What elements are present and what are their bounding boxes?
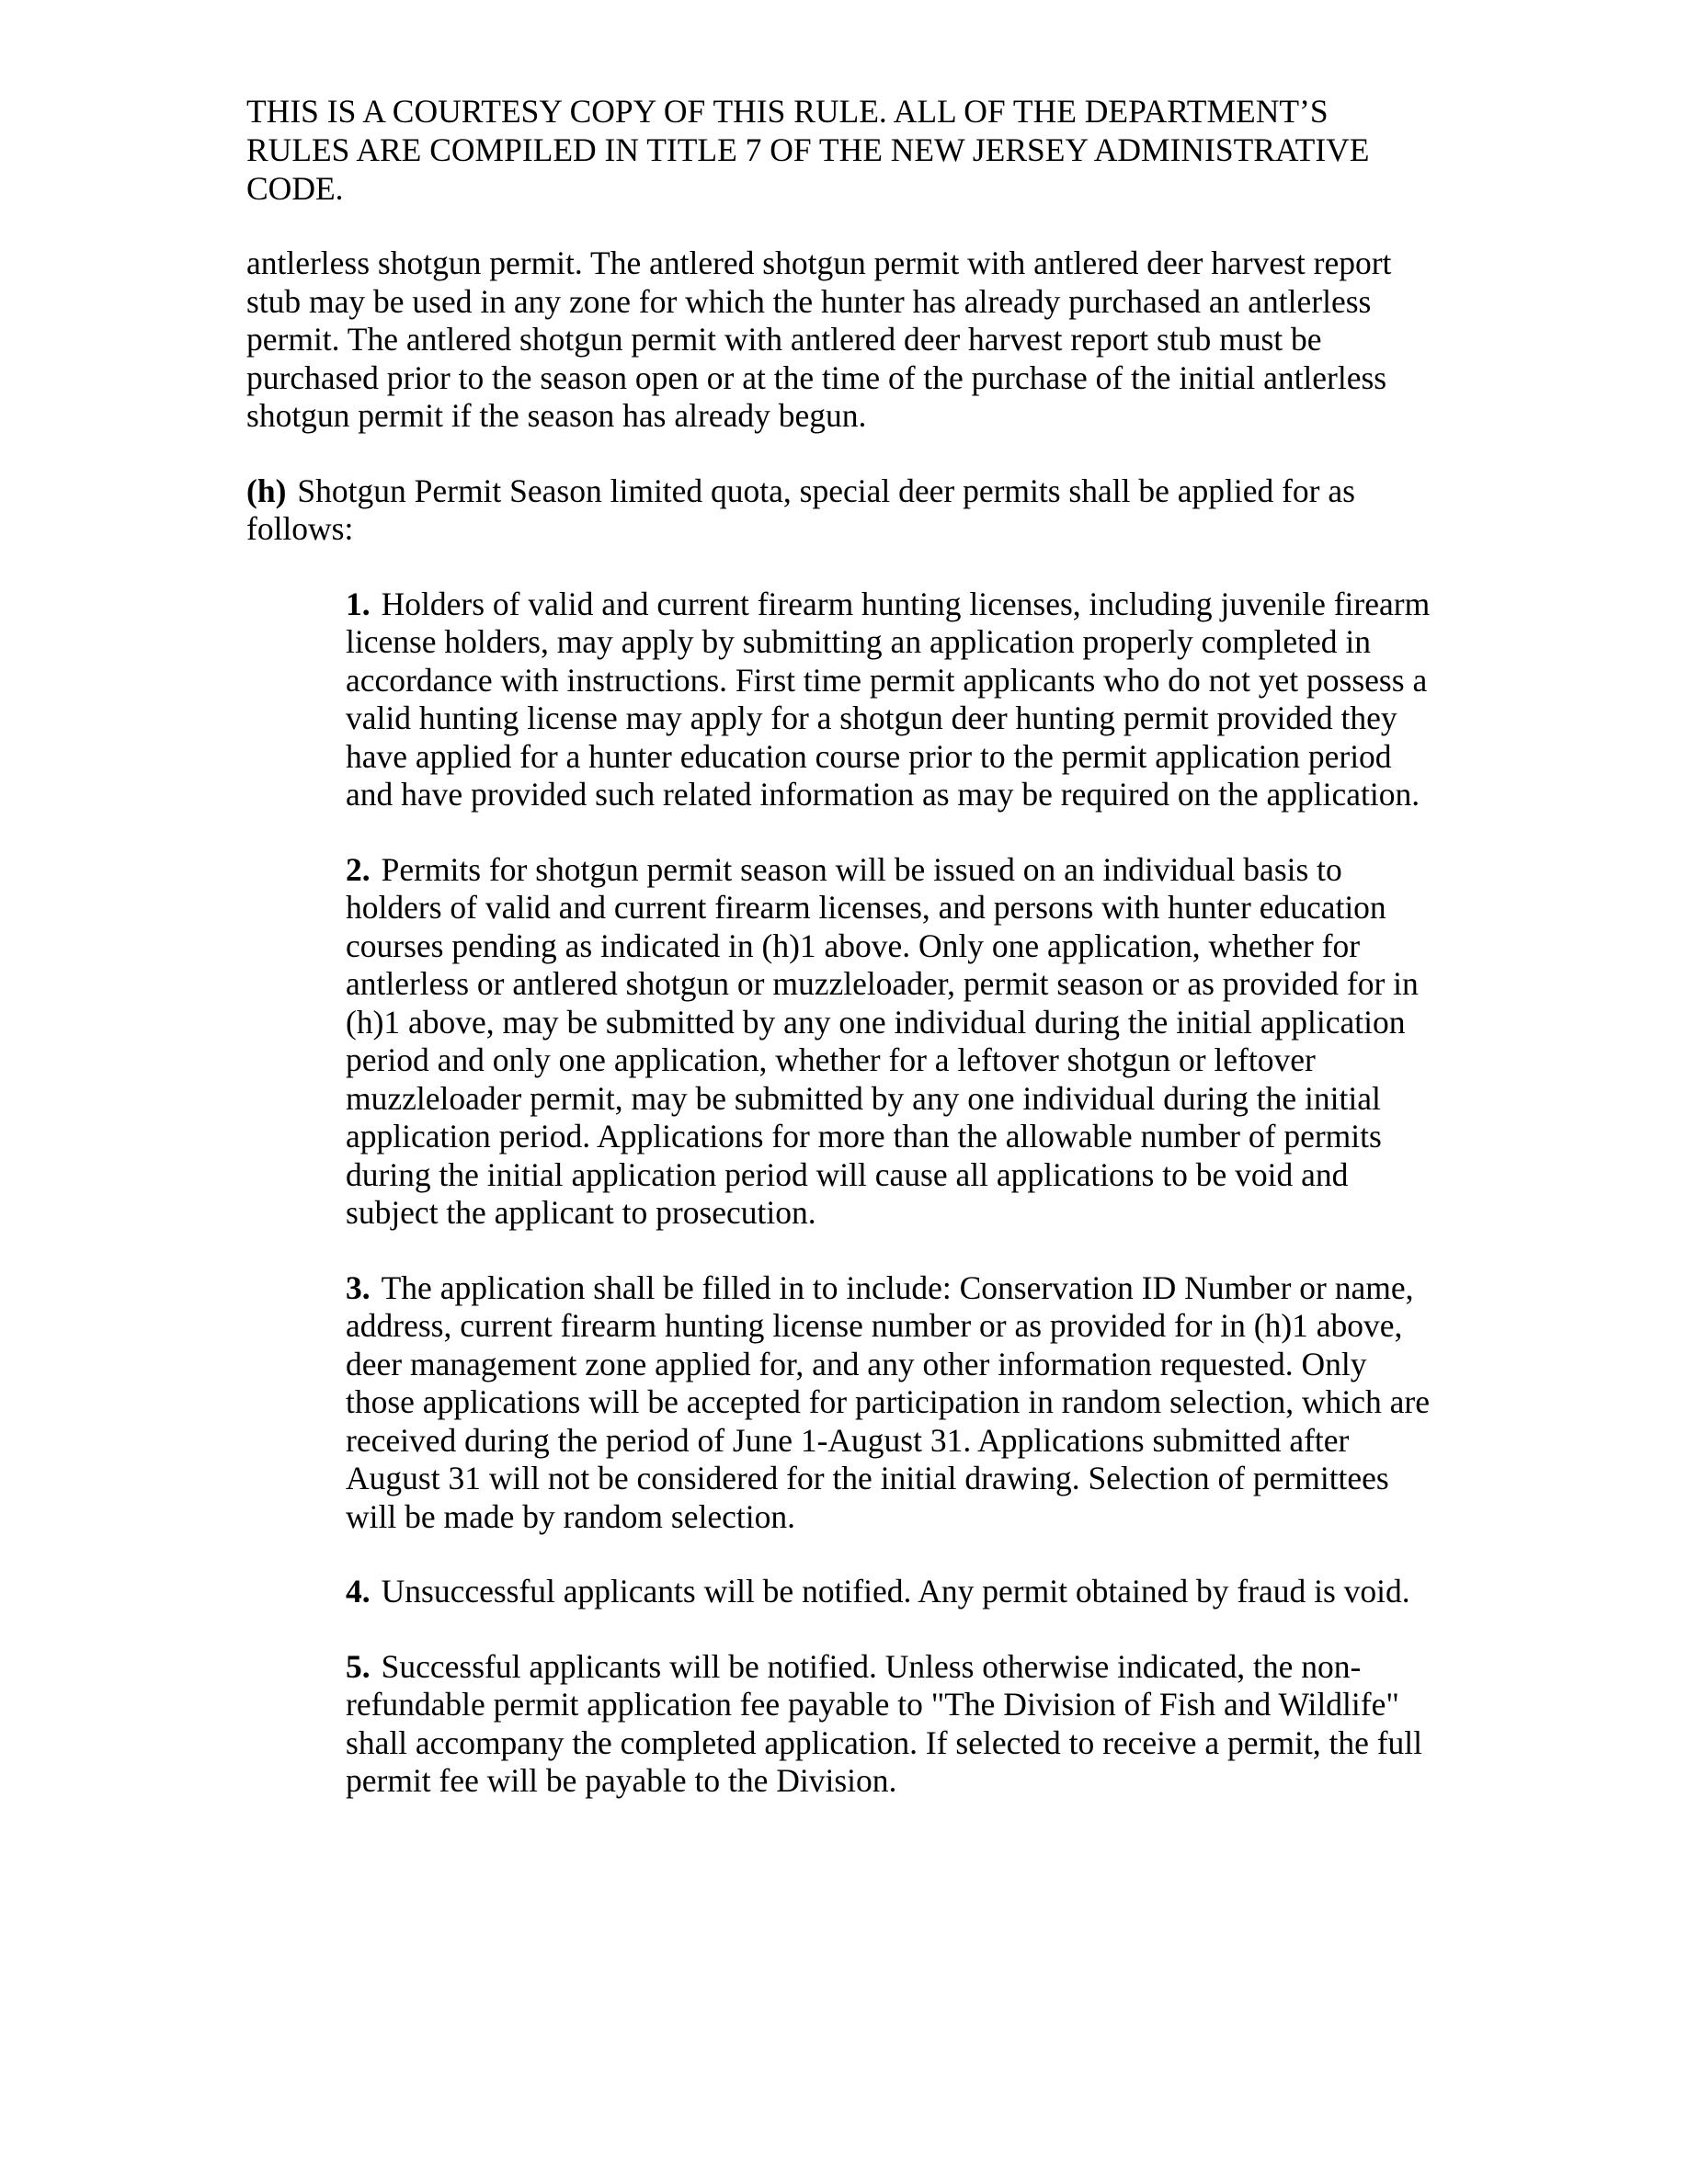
list-item-text: Successful applicants will be notified. Unless otherwise indicated, the non-refundable permit application fee payable to "The Division of Fish and Wildlife" shall accompany the completed application. If selected to receive a permit, the full permit fee will be payable to the Division. xyxy=(346,1647,1423,1799)
list-item-text: Unsuccessful applicants will be notified. Any permit obtained by fraud is void. xyxy=(381,1573,1410,1610)
section-h-label: (h) xyxy=(246,472,287,509)
list-item-5 xyxy=(346,1648,1442,1801)
list-item-text: Holders of valid and current firearm hunting licenses, including juvenile firearm license holders, may apply by submitting an application properly completed in accordance with instructions. First time permit applicants who do not yet possess a valid hunting license may apply for a shotgun deer hunting permit provided they have applied for a hunter education course prior to the permit application period and have provided such related information as may be required on the application. xyxy=(346,585,1431,813)
list-item-text: Permits for shotgun permit season will be issued on an individual basis to holders of valid and current firearm licenses, and persons with hunter education courses pending as indicated in (h)1 above. Only one application, whether for antlerless or antlered shotgun or muzzleloader, permit season or as provided for in (h)1 above, may be submitted by any one individual during the initial application period and only one application, whether for a leftover shotgun or leftover muzzleloader permit, may be submitted by any one individual during the initial application period. Applications for more than the allowable number of permits during the initial application period will cause all applications to be void and subject the applicant to prosecution. xyxy=(346,850,1419,1231)
list-item-label: 2. xyxy=(346,850,371,888)
document-page xyxy=(246,92,1442,1837)
courtesy-copy-header: THIS IS A COURTESY COPY OF THIS RULE. ALL OF THE DEPARTMENT’S RULES ARE COMPILED IN TITLE 7 OF THE NEW JERSEY ADMINISTRATIVE CODE. xyxy=(246,93,1370,207)
list-item-4 xyxy=(346,1573,1442,1611)
list-item-label: 3. xyxy=(346,1268,371,1306)
section-h-paragraph xyxy=(246,472,1414,549)
list-item-label: 4. xyxy=(346,1573,371,1610)
list-item-text: The application shall be filled in to include: Conservation ID Number or name, address, current firearm hunting license number or as provided for in (h)1 above, deer management zone applied for, and any other information requested. Only those applications will be accepted for participation in random selection, which are received during the period of June 1-August 31. Applications submitted after August 31 will not be considered for the initial drawing. Selection of permittees will be made by random selection. xyxy=(346,1268,1430,1535)
continuation-paragraph: antlerless shotgun permit. The antlered shotgun permit with antlered deer harvest report stub may be used in any zone for which the hunter has already purchased an antlerless permit. The antlered shotgun permit with antlered deer harvest report stub must be purchased prior to the season open or at the time of the purchase of the initial antlerless shotgun permit if the season has already begun. xyxy=(246,245,1392,434)
list-item-label: 1. xyxy=(346,585,371,622)
list-item-2 xyxy=(346,851,1442,1233)
list-item-1 xyxy=(346,586,1442,814)
subsection-list xyxy=(346,586,1442,1801)
section-h-text: Shotgun Permit Season limited quota, special deer permits shall be applied for as follows: xyxy=(246,472,1355,547)
list-item-3 xyxy=(346,1269,1442,1537)
list-item-label: 5. xyxy=(346,1647,371,1685)
